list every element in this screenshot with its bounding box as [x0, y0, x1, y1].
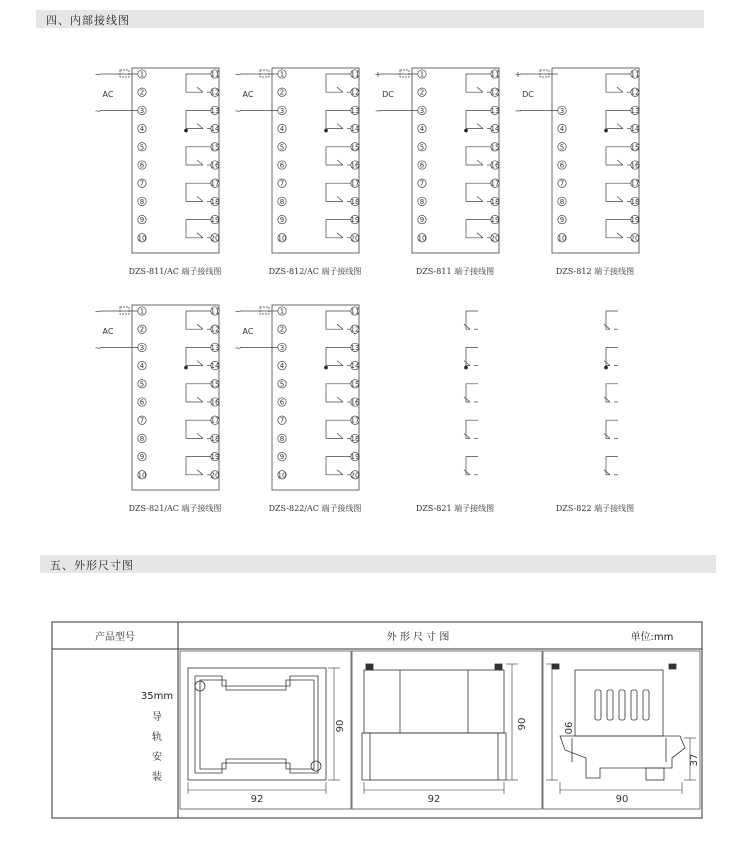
terminal-left-label: 2 — [139, 325, 145, 334]
terminal-right-label: 17 — [630, 179, 640, 188]
terminal-left-label: 5 — [139, 380, 145, 389]
rail-mount-label: 37 — [689, 753, 700, 767]
rail-width-label: 90 — [615, 794, 629, 805]
terminal-right-label: 16 — [210, 398, 220, 407]
supply-sign-bottom: ~ — [94, 106, 102, 116]
terminal-right-label: 18 — [210, 197, 220, 206]
terminal-right-label: 20 — [210, 471, 220, 480]
terminal-left-label: 10 — [557, 234, 567, 243]
supply-type: AC — [102, 90, 114, 100]
terminal-left-label: 2 — [279, 325, 285, 334]
mount-char-1: 导 — [152, 712, 162, 723]
terminal-left-label: 3 — [559, 106, 565, 115]
terminal-left-label: 1 — [419, 70, 425, 79]
wiring-diagram-6 — [235, 305, 362, 513]
terminal-right-label: 15 — [490, 143, 500, 152]
terminal-left-label: 3 — [279, 106, 285, 115]
wiring-caption: DZS-821 端子接线图 — [415, 504, 495, 513]
terminal-left-label: 2 — [139, 88, 145, 97]
terminal-right-label: 12 — [490, 88, 500, 97]
side-view-drawing — [362, 664, 518, 794]
terminal-right-label: 19 — [210, 216, 220, 225]
terminal-right-label: 15 — [350, 380, 360, 389]
terminal-left-label: 4 — [139, 125, 145, 134]
header-drawing: 外 形 尺 寸 图 — [386, 632, 450, 643]
terminal-right-label: 16 — [210, 161, 220, 170]
wiring-diagram-8 — [556, 311, 634, 513]
supply-sign-top: + — [374, 70, 382, 79]
terminal-right-label: 16 — [490, 161, 500, 170]
terminal-right-label: 15 — [630, 143, 640, 152]
terminal-right-label: 14 — [350, 362, 360, 371]
terminal-left-label: 5 — [559, 143, 565, 152]
wiring-diagram-5 — [95, 305, 222, 513]
terminal-right-label: 14 — [490, 125, 500, 134]
wiring-diagram-3 — [375, 68, 500, 276]
terminal-left-label: 5 — [279, 143, 285, 152]
wiring-diagrams — [0, 40, 750, 560]
terminal-left-label: 5 — [279, 380, 285, 389]
terminal-right-label: 19 — [350, 453, 360, 462]
terminal-right-label: 13 — [630, 106, 640, 115]
terminal-right-label: 15 — [210, 143, 220, 152]
section-bar-internal — [36, 10, 704, 28]
terminal-right-label: 20 — [490, 234, 500, 243]
terminal-right-label: 12 — [630, 88, 640, 97]
terminal-left-label: 9 — [139, 216, 145, 225]
terminal-right-label: 11 — [350, 70, 360, 79]
terminal-right-label: 13 — [350, 343, 360, 352]
terminal-left-label: 1 — [139, 70, 145, 79]
terminal-right-label: 14 — [210, 362, 220, 371]
wiring-caption: DZS-822/AC 端子接线图 — [268, 504, 362, 513]
terminal-left-label: 9 — [139, 453, 145, 462]
terminal-left-label: 6 — [279, 161, 285, 170]
wiring-caption: DZS-812/AC 端子接线图 — [268, 267, 362, 276]
terminal-left-label: 5 — [419, 143, 425, 152]
terminal-left-label: 1 — [139, 307, 145, 316]
terminal-left-label: 6 — [419, 161, 425, 170]
side-view-frame — [352, 651, 542, 809]
terminal-right-label: 14 — [210, 125, 220, 134]
supply-sign-top: + — [514, 70, 522, 79]
terminal-left-label: 3 — [139, 343, 145, 352]
header-model: 产品型号 — [95, 632, 135, 643]
wiring-caption: DZS-811 端子接线图 — [415, 267, 495, 276]
mount-char-3: 安 — [152, 752, 162, 763]
terminal-left-label: 4 — [139, 362, 145, 371]
wiring-diagram-1 — [95, 68, 222, 276]
supply-type: DC — [522, 90, 534, 100]
terminal-right-label: 12 — [210, 88, 220, 97]
wiring-caption: DZS-812 端子接线图 — [555, 267, 635, 276]
supply-type: DC — [382, 90, 394, 100]
terminal-left-label: 10 — [417, 234, 427, 243]
terminal-left-label: 3 — [419, 106, 425, 115]
wiring-caption: DZS-822 端子接线图 — [555, 504, 635, 513]
terminal-left-label: 2 — [279, 88, 285, 97]
terminal-left-label: 1 — [279, 307, 285, 316]
terminal-right-label: 20 — [210, 234, 220, 243]
terminal-left-label: 4 — [279, 125, 285, 134]
supply-sign-top: ~ — [94, 307, 102, 316]
terminal-left-label: 6 — [139, 398, 145, 407]
wiring-diagram-7 — [416, 311, 494, 513]
terminal-left-label: 8 — [279, 434, 285, 443]
terminal-left-label: 7 — [139, 416, 145, 425]
terminal-right-label: 20 — [350, 471, 360, 480]
terminal-right-label: 14 — [350, 125, 360, 134]
terminal-right-label: 11 — [350, 307, 360, 316]
side-height-label: 90 — [517, 717, 528, 731]
terminal-right-label: 20 — [350, 234, 360, 243]
terminal-left-label: 10 — [277, 471, 287, 480]
terminal-left-label: 6 — [279, 398, 285, 407]
terminal-right-label: 16 — [350, 398, 360, 407]
terminal-left-label: 4 — [559, 125, 565, 134]
table-frame — [52, 622, 702, 818]
terminal-left-label: 8 — [139, 434, 145, 443]
terminal-right-label: 11 — [210, 307, 220, 316]
terminal-left-label: 8 — [279, 197, 285, 206]
terminal-right-label: 17 — [210, 179, 220, 188]
terminal-right-label: 12 — [350, 325, 360, 334]
terminal-left-label: 5 — [139, 143, 145, 152]
wiring-diagram-4 — [515, 68, 640, 276]
side-width-label: 92 — [427, 794, 441, 805]
terminal-left-label: 7 — [419, 179, 425, 188]
terminal-right-label: 15 — [350, 143, 360, 152]
terminal-left-label: 4 — [419, 125, 425, 134]
terminal-left-label: 9 — [279, 453, 285, 462]
terminal-right-label: 19 — [350, 216, 360, 225]
terminal-right-label: 17 — [350, 179, 360, 188]
supply-type: AC — [242, 327, 254, 337]
terminal-left-label: 7 — [279, 416, 285, 425]
terminal-right-label: 19 — [210, 453, 220, 462]
supply-type: AC — [102, 327, 114, 337]
terminal-right-label: 13 — [210, 106, 220, 115]
front-height-label: 90 — [335, 719, 346, 733]
supply-sign-top: ~ — [234, 307, 242, 316]
terminal-right-label: 17 — [490, 179, 500, 188]
terminal-right-label: 13 — [490, 106, 500, 115]
terminal-left-label: 9 — [559, 216, 565, 225]
header-unit: 单位:mm — [630, 632, 674, 643]
terminal-left-label: 10 — [137, 234, 147, 243]
terminal-right-label: 11 — [210, 70, 220, 79]
terminal-right-label: 15 — [210, 380, 220, 389]
terminal-right-label: 20 — [630, 234, 640, 243]
terminal-left-label: 8 — [419, 197, 425, 206]
mount-char-4: 装 — [152, 772, 162, 783]
terminal-left-label: 9 — [279, 216, 285, 225]
terminal-right-label: 13 — [210, 343, 220, 352]
section-title-dimensions: 五、外形尺寸图 — [50, 559, 134, 572]
terminal-right-label: 19 — [630, 216, 640, 225]
front-view-drawing — [188, 668, 340, 794]
terminal-left-label: 10 — [277, 234, 287, 243]
terminal-right-label: 16 — [350, 161, 360, 170]
terminal-right-label: 18 — [350, 197, 360, 206]
front-view-frame — [180, 651, 351, 809]
rail-height-label: 90 — [562, 721, 573, 735]
terminal-right-label: 17 — [210, 416, 220, 425]
terminal-right-label: 14 — [630, 125, 640, 134]
terminal-left-label: 6 — [559, 161, 565, 170]
wiring-caption: DZS-821/AC 端子接线图 — [128, 504, 222, 513]
terminal-left-label: 6 — [139, 161, 145, 170]
supply-sign-bottom: ~ — [94, 343, 102, 353]
terminal-left-label: 4 — [279, 362, 285, 371]
terminal-left-label: 1 — [279, 70, 285, 79]
terminal-right-label: 12 — [210, 325, 220, 334]
terminal-right-label: 12 — [350, 88, 360, 97]
section-title-internal: 四、内部接线图 — [46, 14, 130, 27]
terminal-left-label: 3 — [279, 343, 285, 352]
terminal-right-label: 18 — [210, 434, 220, 443]
wiring-caption: DZS-811/AC 端子接线图 — [128, 267, 222, 276]
terminal-left-label: 7 — [279, 179, 285, 188]
terminal-left-label: 2 — [419, 88, 425, 97]
supply-type: AC — [242, 90, 254, 100]
supply-sign-bottom: ~ — [234, 106, 242, 116]
terminal-right-label: 18 — [350, 434, 360, 443]
mount-size: 35mm — [140, 691, 174, 702]
terminal-right-label: 16 — [630, 161, 640, 170]
mount-char-2: 轨 — [152, 732, 162, 743]
supply-sign-bottom: − — [374, 106, 382, 116]
wiring-diagram-2 — [235, 68, 362, 276]
terminal-right-label: 11 — [490, 70, 500, 79]
terminal-right-label: 18 — [490, 197, 500, 206]
terminal-left-label: 10 — [137, 471, 147, 480]
terminal-left-label: 9 — [419, 216, 425, 225]
supply-sign-top: ~ — [94, 70, 102, 79]
terminal-right-label: 11 — [630, 70, 640, 79]
terminal-left-label: 7 — [559, 179, 565, 188]
terminal-right-label: 19 — [490, 216, 500, 225]
supply-sign-bottom: ~ — [234, 343, 242, 353]
terminal-right-label: 13 — [350, 106, 360, 115]
dimension-table — [0, 598, 750, 858]
terminal-right-label: 18 — [630, 197, 640, 206]
terminal-left-label: 7 — [139, 179, 145, 188]
terminal-left-label: 8 — [139, 197, 145, 206]
terminal-left-label: 8 — [559, 197, 565, 206]
supply-sign-bottom: − — [514, 106, 522, 116]
terminal-left-label: 3 — [139, 106, 145, 115]
supply-sign-top: ~ — [234, 70, 242, 79]
terminal-right-label: 17 — [350, 416, 360, 425]
front-width-label: 92 — [250, 794, 264, 805]
